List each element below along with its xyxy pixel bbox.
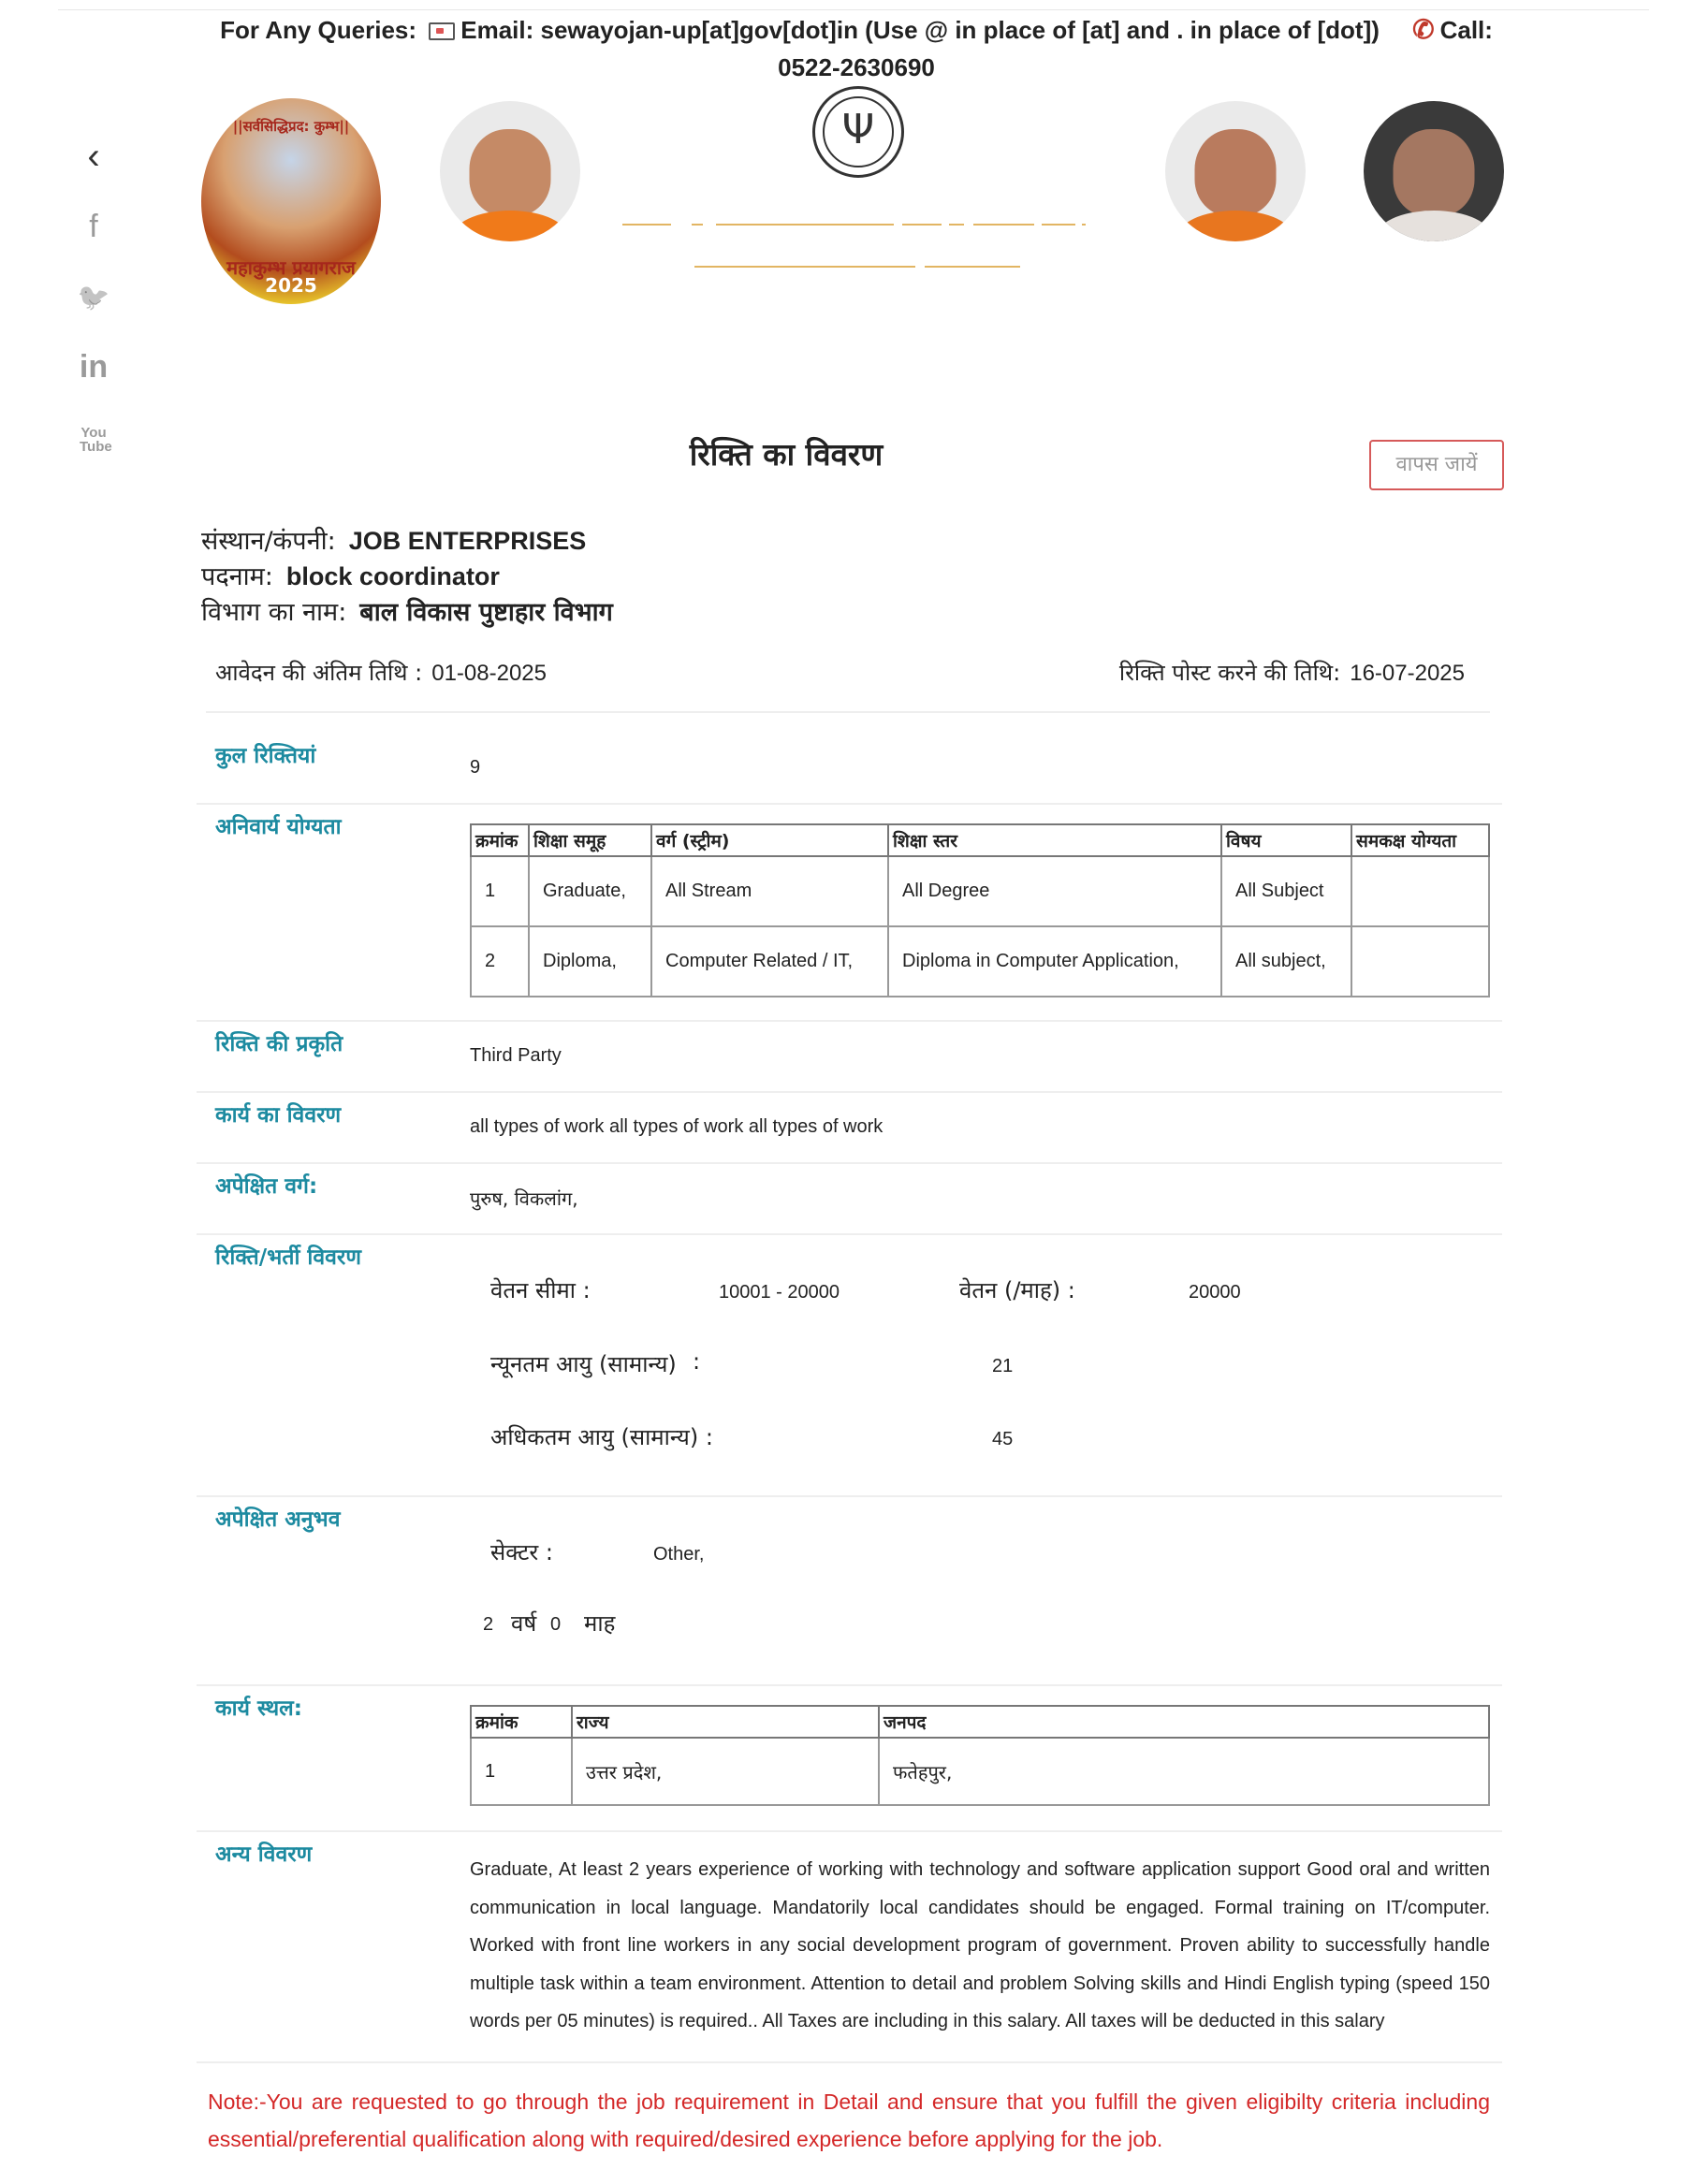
sector-value: Other,	[653, 1544, 705, 1565]
divider	[197, 1162, 1502, 1164]
location-label: कार्य स्थल:	[215, 1696, 302, 1721]
other-details-text: Graduate, At least 2 years experience of working with technology and software application support Good oral and written communication in local language. Mandatorily local candidates should be engaged. Formal training on IT/computer. Worked with front line workers in any social development program of government. Proven ability to successfully handle multiple task within a team environment. Attention to detail and problem Solving skills and Hindi English typing (speed 150 words per 05 minutes) is required.. All Taxes are including in this salary. All taxes will be deducted in this salary	[470, 1859, 1490, 2031]
cell: 2	[471, 926, 529, 997]
divider	[197, 1091, 1502, 1093]
divider	[197, 1020, 1502, 1022]
cell: All Stream	[651, 856, 888, 926]
experience-months-value: 0	[550, 1614, 562, 1635]
divider	[197, 1495, 1502, 1497]
divider	[197, 803, 1502, 805]
max-age-value: 45	[992, 1429, 1014, 1449]
phone-number[interactable]: 0522-2630690	[778, 53, 935, 81]
col-district: जनपद	[879, 1706, 1489, 1738]
col-serial: क्रमांक	[471, 824, 529, 856]
cell: Computer Related / IT,	[651, 926, 888, 997]
col-stream: वर्ग (स्ट्रीम)	[651, 824, 888, 856]
cell: Diploma in Computer Application,	[888, 926, 1221, 997]
company-value: JOB ENTERPRISES	[348, 527, 587, 555]
category-value: पुरुष, विकलांग,	[470, 1187, 578, 1210]
twitter-icon[interactable]: 🐦	[77, 283, 110, 312]
cell: 1	[471, 856, 529, 926]
col-serial: क्रमांक	[471, 1706, 572, 1738]
kumbh-logo-year: 2025	[265, 274, 317, 297]
last-date-label: आवेदन की अंतिम तिथि :	[215, 660, 423, 686]
col-education-level: शिक्षा स्तर	[888, 824, 1221, 856]
cell: All subject,	[1221, 926, 1351, 997]
queries-bar	[201, 11, 1511, 86]
mahakumbh-logo	[201, 98, 381, 304]
chevron-left-icon[interactable]: ‹	[87, 136, 100, 177]
portrait-minister	[1165, 101, 1306, 241]
eligibility-note: Note:-You are requested to go through the job requirement in Detail and ensure that you fulfill the given eligibilty criteria including essential/preferential qualification along with required/desired experience before applying for the job.	[208, 2089, 1490, 2151]
qualification-label: अनिवार्य योग्यता	[215, 815, 342, 839]
up-government-emblem	[812, 86, 904, 178]
recruitment-label: रिक्ति/भर्ती विवरण	[215, 1245, 361, 1270]
cell	[1351, 856, 1489, 926]
col-education-group: शिक्षा समूह	[529, 824, 651, 856]
kumbh-motto: ||सर्वसिद्धिप्रद: कुम्भ||	[232, 118, 350, 135]
cell: 1	[471, 1738, 572, 1805]
kumbh-logo-text: महाकुम्भ प्रयागराज	[226, 256, 356, 279]
posted-date-value: 16-07-2025	[1350, 661, 1465, 686]
cell: Graduate,	[529, 856, 651, 926]
col-state: राज्य	[572, 1706, 879, 1738]
col-equivalent: समकक्ष योग्यता	[1351, 824, 1489, 856]
experience-months-label: माह	[584, 1610, 616, 1637]
facebook-icon[interactable]: f	[89, 209, 98, 244]
table-header-row	[471, 824, 1489, 856]
posted-date	[1119, 657, 1465, 688]
nature-label: रिक्ति की प्रकृति	[215, 1032, 343, 1056]
divider	[206, 711, 1490, 713]
department-value: बाल विकास पुष्टाहार विभाग	[359, 598, 613, 627]
salary-range-label: वेतन सीमा :	[490, 1277, 591, 1303]
table-header-row	[471, 1706, 1489, 1738]
col-subject: विषय	[1221, 824, 1351, 856]
post-value: block coordinator	[285, 562, 500, 590]
nature-value: Third Party	[470, 1045, 562, 1066]
salary-month-value: 20000	[1189, 1282, 1241, 1303]
cell	[1351, 926, 1489, 997]
min-age-colon: :	[693, 1348, 701, 1375]
last-date-value: 01-08-2025	[431, 661, 547, 686]
divider	[197, 1684, 1502, 1686]
divider	[197, 1233, 1502, 1235]
salary-month-label: वेतन (/माह) :	[959, 1277, 1075, 1303]
mail-icon	[429, 22, 455, 40]
department-line	[201, 593, 613, 628]
post-line	[201, 558, 500, 592]
qualification-table	[470, 823, 1490, 997]
salary-range-value: 10001 - 20000	[719, 1282, 840, 1303]
experience-years-value: 2	[483, 1614, 494, 1635]
youtube-icon[interactable]: You Tube	[80, 425, 112, 455]
min-age-label: न्यूनतम आयु (सामान्य)	[490, 1351, 677, 1377]
social-sidebar	[67, 122, 120, 473]
last-date	[215, 657, 547, 688]
table-row	[471, 926, 1489, 997]
post-label: पदनाम:	[201, 562, 273, 591]
table-row	[471, 1738, 1489, 1805]
cell: Diploma,	[529, 926, 651, 997]
phone-icon: ✆	[1412, 15, 1435, 44]
category-label: अपेक्षित वर्ग:	[215, 1174, 318, 1199]
call-label: Call:	[1439, 16, 1493, 44]
cell: All Degree	[888, 856, 1221, 926]
posted-date-label: रिक्ति पोस्ट करने की तिथि:	[1118, 660, 1341, 686]
divider	[197, 1830, 1502, 1832]
vacancies-value: 9	[470, 757, 481, 778]
page-title: रिक्ति का विवरण	[689, 436, 884, 473]
cell: फतेहपुर,	[879, 1738, 1489, 1805]
company-label: संस्थान/कंपनी:	[201, 527, 336, 556]
queries-label: For Any Queries:	[220, 16, 417, 44]
max-age-label: अधिकतम आयु (सामान्य) :	[490, 1424, 713, 1450]
min-age-value: 21	[992, 1356, 1014, 1376]
experience-years-label: वर्ष	[511, 1610, 537, 1637]
portrait-chief-minister	[440, 101, 580, 241]
cell: उत्तर प्रदेश,	[572, 1738, 879, 1805]
email-text[interactable]: Email: sewayojan-up[at]gov[dot]in (Use @ in place of [at] and . in place of [dot])	[460, 16, 1380, 44]
work-description-value: all types of work all types of work all types of work	[470, 1116, 884, 1137]
linkedin-icon[interactable]: in	[79, 349, 109, 385]
vacancies-label: कुल रिक्तियां	[215, 744, 316, 768]
divider	[197, 2061, 1502, 2063]
work-description-label: कार्य का विवरण	[215, 1103, 342, 1128]
other-details-label: अन्य विवरण	[215, 1842, 313, 1867]
table-row	[471, 856, 1489, 926]
department-label: विभाग का नाम:	[201, 598, 347, 627]
sector-label: सेक्टर :	[490, 1539, 553, 1565]
portrait-minister-of-state	[1364, 101, 1504, 241]
location-table	[470, 1705, 1490, 1806]
company-line	[201, 522, 586, 557]
top-divider	[58, 9, 1649, 10]
back-button[interactable]: वापस जायें	[1369, 440, 1504, 490]
cell: All Subject	[1221, 856, 1351, 926]
experience-label: अपेक्षित अनुभव	[215, 1507, 341, 1532]
